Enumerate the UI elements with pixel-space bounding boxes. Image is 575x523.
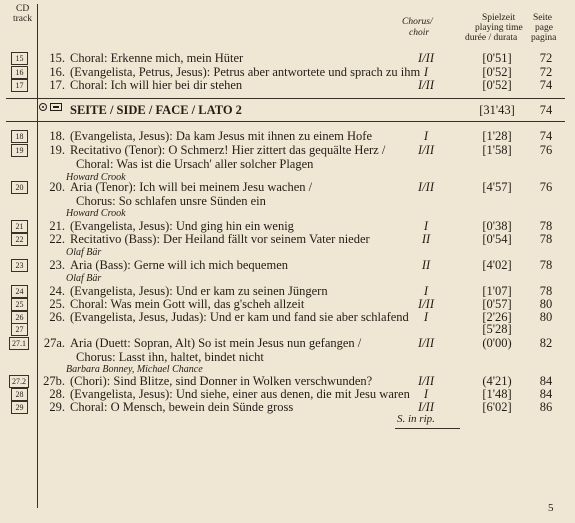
movement-number: 26.: [49, 310, 65, 324]
track-number-box: 22: [11, 233, 28, 246]
track-row-18: [0, 129, 575, 143]
duration: [0'38]: [482, 219, 512, 233]
movement-title: (Chori): Sind Blitze, sind Donner in Wolken verschwunden?: [70, 374, 373, 388]
choir-value: I/II: [418, 297, 434, 311]
duree-header: durée / durata: [465, 33, 518, 43]
page-number-footer: 5: [548, 502, 554, 514]
track-row-24: [0, 284, 575, 298]
seite-header: Seite: [533, 13, 552, 23]
track-row-19: [0, 143, 575, 157]
movement-number: 16.: [49, 65, 65, 79]
duration: [0'54]: [482, 232, 512, 246]
track-number-box: 24: [11, 285, 28, 298]
movement-title: Aria (Tenor): Ich will bei meinem Jesu wachen /: [70, 180, 313, 194]
movement-title: (Evangelista, Jesus): Und er kam zu seinen Jüngern: [70, 284, 328, 298]
track-row-21: [0, 219, 575, 233]
track-row-20: [0, 180, 575, 194]
movement-number: 23.: [49, 258, 65, 272]
choir-value: I/II: [418, 78, 434, 92]
playing-time-header: playing time: [475, 23, 523, 33]
duration: [6'02]: [482, 400, 512, 414]
movement-title: (Evangelista, Jesus): Und ging hin ein wenig: [70, 219, 294, 233]
duration: [4'02]: [482, 258, 512, 272]
page-number: 80: [539, 310, 553, 324]
duration: [4'57]: [482, 180, 512, 194]
movement-title: (Evangelista, Jesus): Da kam Jesus mit ihnen zu einem Hofe: [70, 129, 373, 143]
duration: [5'28]: [482, 322, 512, 336]
movement-number: 21.: [49, 219, 65, 233]
choir-value: II: [421, 258, 431, 272]
performer-credit: Olaf Bär: [66, 247, 102, 258]
movement-title: Aria (Bass): Gerne will ich mich bequemen: [70, 258, 288, 272]
duration: [2'26]: [482, 310, 512, 324]
page-header: page: [535, 23, 553, 33]
track-row-23: [0, 258, 575, 272]
movement-title: (Evangelista, Jesus): Und siehe, einer aus denen, die mit Jesu waren: [70, 387, 410, 401]
duration: (0'00): [482, 336, 512, 350]
cassette-icon: [50, 103, 62, 111]
track-number-box: 27.2: [9, 375, 29, 388]
movement-number: 17.: [49, 78, 65, 92]
choir-value: I: [423, 310, 429, 324]
track-number-box: 21: [11, 220, 28, 233]
page-number: 82: [539, 336, 553, 350]
track-number-box: 27: [11, 323, 28, 336]
choir-value: I/II: [418, 400, 434, 414]
duration: [1'07]: [482, 284, 512, 298]
track-number-box: 16: [11, 66, 28, 79]
performer-credit: Barbara Bonney, Michael Chance: [66, 364, 203, 375]
duration: [1'48]: [482, 387, 512, 401]
movement-title: Choral: Erkenne mich, mein Hüter: [70, 51, 244, 65]
movement-number: 24.: [49, 284, 65, 298]
track-row-29: [0, 400, 575, 414]
performer-credit: Howard Crook: [66, 172, 126, 183]
performer-credit: Howard Crook: [66, 208, 126, 219]
track-row-17: [0, 78, 575, 92]
movement-title: (Evangelista, Petrus, Jesus): Petrus aber antwortete und sprach zu ihm: [70, 65, 421, 79]
track-row-27: [0, 322, 575, 336]
choir-value: II: [421, 232, 431, 246]
track-row-19-line2: [0, 157, 575, 171]
track-number-box: 26: [11, 311, 28, 324]
choir-rule: [395, 428, 460, 429]
track-number-box: 19: [11, 144, 28, 157]
section-divider-top: [6, 98, 565, 99]
page-number: 86: [539, 400, 553, 414]
page-number: 72: [539, 65, 553, 79]
cd-header: CD: [16, 4, 30, 14]
movement-title: (Evangelista, Jesus, Judas): Und er kam und fand sie aber schlafend: [70, 310, 409, 324]
soprano-in-ripieno-note: S. in rip.: [397, 413, 435, 425]
track-number-box: 18: [11, 130, 28, 143]
track-number-box: 17: [11, 79, 28, 92]
movement-title-continued: Chorus: Lasst ihn, haltet, bindet nicht: [76, 350, 264, 364]
page-number: 78: [539, 232, 553, 246]
movement-title: Choral: Was mein Gott will, das g'scheh allzeit: [70, 297, 305, 311]
track-row-22: [0, 232, 575, 246]
choir-value: I: [423, 65, 429, 79]
track-number-box: 27.1: [9, 337, 29, 350]
movement-number: 28.: [49, 387, 65, 401]
page-number: 78: [539, 284, 553, 298]
track-row-20-line2: [0, 194, 575, 208]
track-row-27a: [0, 336, 575, 350]
track-header: track: [13, 14, 32, 24]
section-divider-bottom: [6, 121, 565, 122]
choir-value: I: [423, 219, 429, 233]
track-number-box: 20: [11, 181, 28, 194]
duration: (4'21): [482, 374, 512, 388]
movement-title: Choral: Ich will hier bei dir stehen: [70, 78, 243, 92]
spielzeit-header: Spielzeit: [482, 13, 516, 23]
page-number: 74: [539, 78, 553, 92]
movement-number: 20.: [49, 180, 65, 194]
track-number-box: 29: [11, 401, 28, 414]
movement-title: Choral: O Mensch, bewein dein Sünde gross: [70, 400, 294, 414]
side-page: 74: [539, 103, 553, 117]
choir-header: choir: [409, 28, 430, 38]
movement-number: 27a.: [43, 336, 65, 350]
track-row-16: [0, 65, 575, 79]
duration: [0'52]: [482, 78, 512, 92]
pagina-header: pagina: [531, 33, 557, 43]
disc-icon: [39, 103, 47, 111]
track-row-27a-line2: [0, 350, 575, 364]
page-number: 72: [539, 51, 553, 65]
track-number-box: 23: [11, 259, 28, 272]
track-number-box: 25: [11, 298, 28, 311]
movement-number: 25.: [49, 297, 65, 311]
choir-value: I: [423, 387, 429, 401]
page-number: 84: [539, 387, 553, 401]
movement-title-continued: Chorus: So schlafen unsre Sünden ein: [76, 194, 266, 208]
track-row-25: [0, 297, 575, 311]
track-row-27b: [0, 374, 575, 388]
movement-number: 15.: [49, 51, 65, 65]
choir-value: I: [423, 129, 429, 143]
movement-title: Aria (Duett: Sopran, Alt) So ist mein Jesus nun gefangen /: [70, 336, 362, 350]
performer-credit: Olaf Bär: [66, 273, 102, 284]
movement-number: 19.: [49, 143, 65, 157]
choir-value: I/II: [418, 180, 434, 194]
track-row-28: [0, 387, 575, 401]
page-number: 80: [539, 297, 553, 311]
movement-number: 22.: [49, 232, 65, 246]
side-heading: [0, 103, 575, 117]
page-number: 74: [539, 129, 553, 143]
choir-value: I/II: [418, 51, 434, 65]
choir-value: I: [423, 284, 429, 298]
page-number: 78: [539, 258, 553, 272]
choir-value: I/II: [418, 143, 434, 157]
page-number: 76: [539, 143, 553, 157]
choir-value: I/II: [418, 336, 434, 350]
duration: [0'57]: [482, 297, 512, 311]
track-row-15: [0, 51, 575, 65]
movement-title: Recitativo (Tenor): O Schmerz! Hier zittert das gequälte Herz /: [70, 143, 386, 157]
choir-value: I/II: [418, 374, 434, 388]
chorus-header: Chorus/: [402, 17, 433, 27]
page-number: 78: [539, 219, 553, 233]
movement-number: 27b.: [43, 374, 65, 388]
movement-number: 18.: [49, 129, 65, 143]
page-number: 84: [539, 374, 553, 388]
duration: [1'28]: [482, 129, 512, 143]
track-number-box: 28: [11, 388, 28, 401]
duration: [0'52]: [482, 65, 512, 79]
side-duration: [31'43]: [479, 103, 515, 117]
duration: [1'58]: [482, 143, 512, 157]
side-title: SEITE / SIDE / FACE / LATO 2: [70, 103, 242, 117]
movement-number: 29.: [49, 400, 65, 414]
movement-title-continued: Choral: Was ist die Ursach' aller solcher Plagen: [76, 157, 314, 171]
track-number-box: 15: [11, 52, 28, 65]
duration: [0'51]: [482, 51, 512, 65]
movement-title: Recitativo (Bass): Der Heiland fällt vor seinem Vater nieder: [70, 232, 370, 246]
page-number: 76: [539, 180, 553, 194]
